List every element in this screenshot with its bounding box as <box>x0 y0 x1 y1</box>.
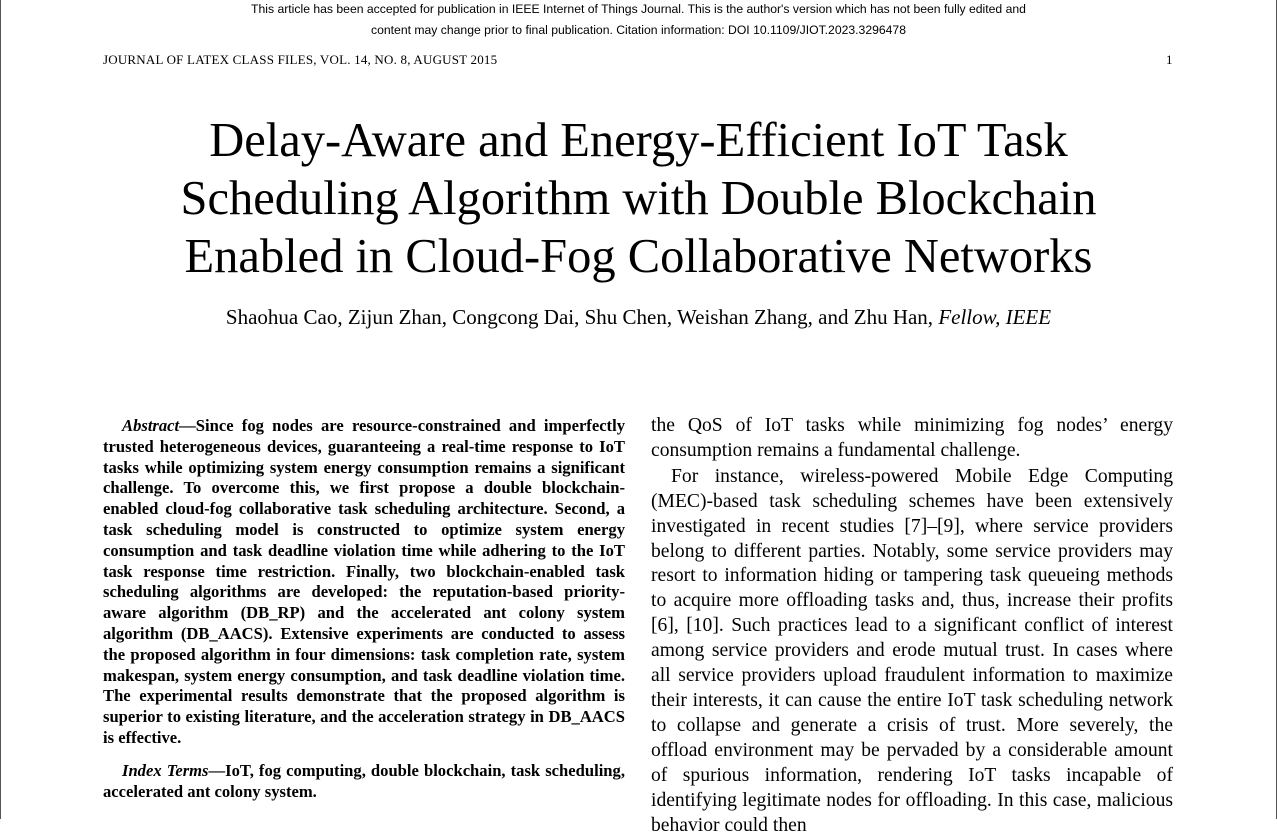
abstract-label: Abstract <box>122 416 180 435</box>
title-line-3: Enabled in Cloud-Fog Collaborative Networks <box>184 230 1093 283</box>
index-terms-text: —IoT, fog computing, double blockchain, task scheduling, accelerated ant colony system. <box>103 760 625 801</box>
left-column <box>103 416 625 802</box>
notice-line-1: This article has been accepted for publication in IEEE Internet of Things Journal. This is the author's version which has not been fully edited and <box>251 2 1026 16</box>
page-number: 1 <box>1166 52 1173 67</box>
index-terms <box>103 761 625 803</box>
body-paragraph-2: For instance, wireless-powered Mobile Edge Computing (MEC)-based task scheduling schemes have been extensively investigated in recent studies [7]–[9], where service providers belong to different parties. Notably, some service providers may resort to information hiding or tampering task queueing methods to acquire more offloading tasks and, thus, increase their profits [6], [10]. Such practices lead to a significant conflict of interest among service providers and erode mutual trust. In cases where all service providers upload fraudulent information to maximize their interests, it can cause the entire IoT task scheduling network to collapse and generate a crisis of trust. More severely, the offload environment may be pervaded by a considerable amount of spurious information, rendering IoT tasks incapable of identifying legitimate nodes for offloading. In this case, malicious behavior could then <box>651 465 1173 836</box>
author-names: Shaohua Cao, Zijun Zhan, Congcong Dai, Shu Chen, Weishan Zhang, and Zhu Han, <box>225 305 934 329</box>
title-line-2: Scheduling Algorithm with Double Blockchain <box>180 172 1097 225</box>
running-head: JOURNAL OF LATEX CLASS FILES, VOL. 14, NO. 8, AUGUST 2015 <box>103 52 498 67</box>
abstract <box>103 416 625 749</box>
index-terms-label: Index Terms <box>122 760 209 780</box>
paper-title <box>0 112 1277 286</box>
author-affiliation: Fellow, IEEE <box>938 305 1052 329</box>
title-line-1: Delay-Aware and Energy-Efficient IoT Task <box>209 114 1068 167</box>
abstract-text: —Since fog nodes are resource-constrained and imperfectly trusted heterogeneous devices, guaranteeing a real-time response to IoT tasks while optimizing system energy consumption remains a significant challenge. To overcome this, we first propose a double blockchain-enabled cloud-fog collaborative task scheduling architecture. Second, a task scheduling model is constructed to optimize system energy consumption and task deadline violation time while adhering to the IoT task response time restriction. Finally, two blockchain-enabled task scheduling algorithms are developed: the reputation-based priority-aware algorithm (DB_RP) and the accelerated ant colony system algorithm (DB_AACS). Extensive experiments are conducted to assess the proposed algorithm in four dimensions: task completion rate, system makespan, system energy consumption, and task deadline violation time. The experimental results demonstrate that the proposed algorithm is superior to existing literature, and the acceleration strategy in DB_AACS is effective. <box>103 416 625 747</box>
body-paragraph-1: the QoS of IoT tasks while minimizing fog nodes’ energy consumption remains a fundamental challenge. <box>651 415 1173 461</box>
publication-notice <box>0 0 1277 40</box>
author-list <box>0 305 1277 330</box>
notice-line-2: content may change prior to final publication. Citation information: DOI 10.1109/JIOT.2023.3296478 <box>371 22 906 37</box>
right-column <box>651 414 1173 838</box>
